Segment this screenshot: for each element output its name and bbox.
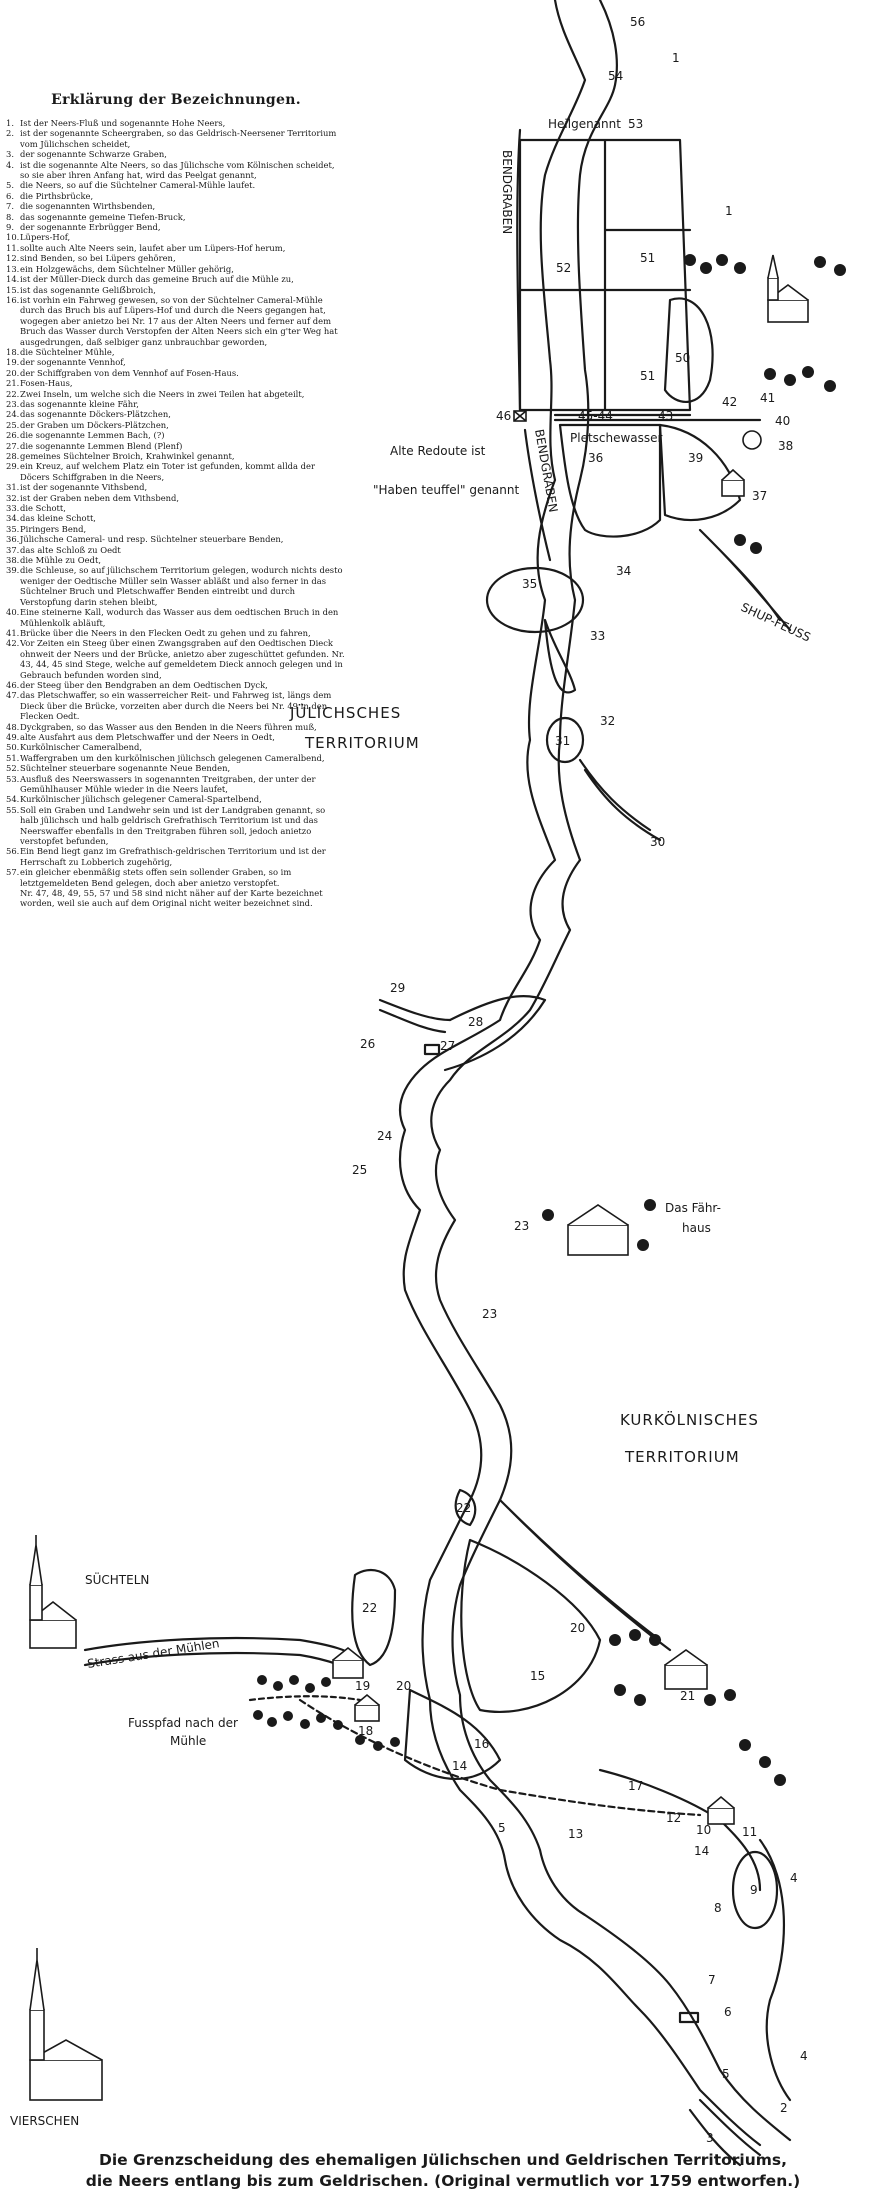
legend-item — [6, 222, 346, 232]
legend-item — [6, 378, 346, 388]
legend-item-text: ein gleicher ebenmäßig stets offen sein sollender Graben, so im letztgemeldeten Bend gelegen, doch aber anietzo verstopfet. — [20, 867, 292, 888]
legend-item-number: 34. — [6, 513, 20, 524]
legend-item-number: 53. — [6, 773, 20, 784]
legend-item — [6, 441, 346, 451]
legend-item — [6, 867, 346, 888]
legend-item — [6, 347, 346, 357]
legend-item-number: 54. — [6, 794, 20, 805]
legend-item-text: der Steeg über den Bendgraben an dem Oedtischen Dyck, — [20, 679, 268, 690]
num-36: 36 — [588, 451, 604, 465]
num-12: 12 — [666, 1811, 682, 1825]
territory-koeln-line2: TERRITORIUM — [625, 1448, 740, 1466]
legend-title: Erklärung der Bezeichnungen. — [51, 92, 301, 108]
num-20b: 20 — [396, 1679, 412, 1693]
legend-item-number: 5. — [6, 180, 14, 191]
legend-item — [6, 232, 346, 242]
num-1b: 1 — [725, 204, 733, 218]
legend-item-text: ist der sogenannte Scheergraben, so das Geldrisch-Neersener Territorium vom Jülichschen scheidet, — [20, 128, 337, 149]
legend-item-text: das alte Schloß zu Oedt — [20, 544, 121, 555]
redoute-label-1: Alte Redoute ist — [390, 444, 486, 458]
caption-line1: Die Grenzscheidung des ehemaligen Jülichschen und Geldrischen Territoriums, — [98, 2151, 788, 2169]
legend-item-text: Kurkölnischer jülichsch gelegener Cameral-Spartelbend, — [20, 794, 262, 805]
pletschewasser-label: Pletschewasser — [570, 431, 663, 445]
legend-item — [6, 389, 346, 399]
legend-item — [6, 565, 346, 607]
num-14b: 14 — [694, 1844, 710, 1858]
legend-item-text: der sogenannte Schwarze Graben, — [20, 149, 167, 160]
fusspfad — [250, 1696, 360, 1700]
legend-item — [6, 628, 346, 638]
num-27: 27 — [440, 1039, 456, 1053]
legend-item-number: 19. — [6, 357, 20, 368]
legend-item-number: 23. — [6, 398, 20, 409]
legend-item-number: 12. — [6, 253, 20, 264]
legend-item-number: 22. — [6, 388, 20, 399]
legend-item-number: 31. — [6, 482, 20, 493]
legend — [6, 92, 346, 909]
legend-item-number: 4. — [6, 159, 14, 170]
num-40: 40 — [775, 414, 791, 428]
legend-item — [6, 680, 346, 690]
legend-item — [6, 638, 346, 680]
legend-item-number: 18. — [6, 346, 20, 357]
legend-item-text: ein Kreuz, auf welchem Platz ein Toter ist gefunden, kommt allda der Döcers Schiffgraben in die Neers, — [20, 461, 315, 482]
num-22a: 22 — [456, 1501, 472, 1515]
legend-item-text: der sogenannte Erbrügger Bend, — [20, 222, 161, 233]
legend-item-text: Vor Zeiten ein Steeg über einen Zwangsgraben auf den Oedtischen Dieck ohnweit der Neers und der Brücke, anietzo aber zugeschüttet gefunden. Nr. 43, 44, 45 sind Stege, welche auf gemeldetem Dieck annoch gelegen und in Gebrauch befunden worden sind, — [20, 638, 345, 680]
num-31: 31 — [555, 734, 571, 748]
legend-item — [6, 243, 346, 253]
legend-item-text: Dyckgraben, so das Wasser aus den Benden in die Neers führen muß, — [20, 721, 317, 732]
legend-item-text: der Schiffgraben von dem Vennhof auf Fosen-Haus. — [20, 367, 239, 378]
legend-item-number: 29. — [6, 461, 20, 472]
num-17: 17 — [628, 1779, 644, 1793]
legend-item-number: 11. — [6, 242, 20, 253]
num-43: 43 — [658, 409, 674, 423]
fosen-haus-icon — [665, 1650, 707, 1689]
num-52: 52 — [556, 261, 572, 275]
legend-item-text: das kleine Schott, — [20, 513, 96, 524]
legend-item-text: ist die sogenannte Alte Neers, so das Jülichsche vom Kölnischen scheidet, so sie aber ihren Anfang hat, wird das Peelgat genannt, — [20, 159, 335, 181]
num-19: 19 — [355, 1679, 371, 1693]
legend-item-text: der Graben um Döckers-Plätzchen, — [20, 419, 169, 430]
num-23a: 23 — [514, 1219, 530, 1233]
num-22b: 22 — [362, 1601, 378, 1615]
num-28: 28 — [468, 1015, 484, 1029]
legend-item — [6, 493, 346, 503]
legend-item — [6, 212, 346, 222]
island-22 — [352, 1570, 395, 1665]
num-23b: 23 — [482, 1307, 498, 1321]
legend-item-text: die Schleuse, so auf jülichschem Territorium gelegen, wodurch nichts desto weniger der Oedtische Müller sein Wasser abläßt und also ferner in das Süchtelner Bruch und Pletschwaffer Benden eintreibt und durch Verstopfung darin stehen bleibt, — [20, 565, 343, 607]
legend-item-number: 8. — [6, 211, 14, 222]
legend-item-number: 13. — [6, 263, 20, 274]
legend-item — [6, 118, 346, 128]
legend-item — [6, 274, 346, 284]
legend-item-number: 20. — [6, 367, 20, 378]
num-50: 50 — [675, 351, 691, 365]
legend-item-number: 3. — [6, 149, 14, 160]
legend-item — [6, 264, 346, 274]
faehrhaus-label-2: haus — [682, 1221, 711, 1235]
legend-item — [6, 285, 346, 295]
num-3: 3 — [706, 2131, 714, 2145]
legend-item-number: 21. — [6, 378, 20, 389]
fields-upper — [520, 140, 690, 410]
num-42: 42 — [722, 395, 738, 409]
num-20a: 20 — [570, 1621, 586, 1635]
legend-item — [6, 503, 346, 513]
legend-item-text: die Mühle zu Oedt, — [20, 555, 101, 566]
legend-item-number: 10. — [6, 232, 20, 243]
territory-koeln-line1: KURKÖLNISCHES — [620, 1411, 759, 1429]
fusspfad-label-2: Mühle — [170, 1734, 207, 1748]
legend-item — [6, 201, 346, 211]
legend-item-number: 28. — [6, 451, 20, 461]
shup-feuss-label: SHUP-FEUSS — [738, 600, 813, 645]
num-15: 15 — [530, 1669, 546, 1683]
legend-item-number: 7. — [6, 201, 14, 212]
legend-item-number: 9. — [6, 222, 14, 233]
legend-item — [6, 180, 346, 190]
legend-item-text: Brücke über die Neers in den Flecken Oedt zu gehen und zu fahren, — [20, 627, 311, 638]
caption — [0, 2150, 886, 2192]
legend-item — [6, 846, 346, 867]
num-26: 26 — [360, 1037, 376, 1051]
legend-item — [6, 774, 346, 795]
legend-item — [6, 742, 346, 752]
legend-item-text: die Pirthsbrücke, — [20, 190, 94, 201]
legend-item — [6, 545, 346, 555]
legend-item-text: Kurkölnischer Cameralbend, — [20, 742, 143, 753]
legend-item — [6, 461, 346, 482]
legend-item-number: 52. — [6, 763, 20, 774]
legend-item-text: Fosen-Haus, — [20, 378, 73, 389]
vennhof-icon — [333, 1648, 363, 1678]
legend-item — [6, 534, 346, 544]
num-46: 46 — [496, 409, 512, 423]
legend-item-text: Piringers Bend, — [20, 523, 87, 534]
legend-item — [6, 690, 346, 721]
legend-item-number: 57. — [6, 867, 20, 878]
num-33: 33 — [590, 629, 606, 643]
area-28 — [445, 996, 545, 1070]
num-30: 30 — [650, 835, 666, 849]
legend-item-text: ist vorhin ein Fahrweg gewesen, so von der Süchtelner Cameral-Mühle durch das Bruch bis auf Lüpers-Hof und durch die Neers gegangen hat, wogegen aber anietzo bei Nr. 17 aus der Alten Neers und ferner auf dem Bruch das Wasser durch Verstopfen der Alten Neers sich ein g'ter Weg hat ausgedrungen, daß selbiger ganz unbrauchbar geworden, — [20, 294, 338, 347]
legend-item-text: Ausfluß des Neerswassers in sogenannten Treitgraben, der unter der Gemühlhauser Mühle wieder in die Neers laufet, — [20, 773, 316, 794]
num-56: 56 — [630, 15, 646, 29]
legend-item-text: ist der Graben neben dem Vithsbend, — [20, 492, 180, 503]
legend-item — [6, 451, 346, 461]
legend-item-text: Eine steinerne Kall, wodurch das Wasser aus dem oedtischen Bruch in den Mühlenkolk abläuft, — [20, 607, 339, 628]
legend-item-number: 37. — [6, 544, 20, 555]
legend-item-text: das Pletschwaffer, so ein wasserreicher Reit- und Fahrweg ist, längs dem Dieck über die Brücke, vorzeiten aber durch die Neers bei Nr. 49 in den Flecken Oedt. — [20, 690, 332, 722]
old-neers-4 — [760, 1840, 790, 2100]
legend-item — [6, 128, 346, 149]
church-suechteln-icon — [30, 1535, 76, 1648]
heilgenannt-label: Heilgenannt — [548, 117, 621, 131]
num-35: 35 — [522, 577, 538, 591]
legend-item-number: 16. — [6, 294, 20, 305]
legend-item — [6, 722, 346, 732]
num-38: 38 — [778, 439, 794, 453]
legend-item-number: 27. — [6, 440, 20, 451]
num-54: 54 — [608, 69, 624, 83]
num-4a: 4 — [790, 1871, 798, 1885]
num-29: 29 — [390, 981, 406, 995]
legend-item-number: 6. — [6, 190, 14, 201]
legend-item-number: 35. — [6, 523, 20, 534]
num-2: 2 — [780, 2101, 788, 2115]
legend-item-text: das sogenannte gemeine Tiefen-Bruck, — [20, 211, 186, 222]
legend-item-text: sind Benden, so bei Lüpers gehören, — [20, 253, 176, 264]
legend-item-number: 47. — [6, 690, 20, 701]
num-4544: 45-44 — [578, 409, 613, 423]
legend-item-text: ist das sogenannte Geliẞbroich, — [20, 284, 156, 295]
legend-item-number: 42. — [6, 638, 20, 649]
num-5a: 5 — [498, 1821, 506, 1835]
legend-item — [6, 430, 346, 440]
num-24: 24 — [377, 1129, 393, 1143]
num-32: 32 — [600, 714, 616, 728]
legend-item-number: 2. — [6, 128, 14, 139]
legend-item-text: Jülichsche Cameral- und resp. Süchtelner steuerbare Benden, — [20, 534, 284, 545]
legend-item-number: 51. — [6, 752, 20, 763]
num-14a: 14 — [452, 1759, 468, 1773]
legend-item-text: das sogenannte Döckers-Plätzchen, — [20, 409, 171, 420]
legend-item-text: die Süchtelner Mühle, — [20, 346, 115, 357]
legend-item-text: ein Holzgewächs, dem Süchtelner Müller gehörig, — [20, 263, 234, 274]
legend-item-text: alte Ausfahrt aus dem Pletschwaffer und der Neers in Oedt, — [20, 731, 275, 742]
legend-item-text: das sogenannte kleine Fähr, — [20, 398, 139, 409]
legend-item — [6, 513, 346, 523]
church-vierschen-icon — [30, 1948, 102, 2100]
faehrhaus-icon — [568, 1205, 628, 1255]
bendgraben-lower-label: BENDGRABEN — [532, 428, 561, 514]
legend-item-number: 56. — [6, 846, 20, 857]
num-1a: 1 — [672, 51, 680, 65]
legend-item-number: 50. — [6, 742, 20, 753]
legend-item — [6, 368, 346, 378]
legend-item-text: Zwei Inseln, um welche sich die Neers in zwei Teilen hat abgeteilt, — [20, 388, 305, 399]
field-39 — [660, 425, 740, 520]
legend-item — [6, 149, 346, 159]
num-53: 53 — [628, 117, 644, 131]
legend-item-text: die sogenannte Lemmen Blend (Plenf) — [20, 440, 183, 451]
strass-label: Strass aus der Mühlen — [86, 1636, 221, 1671]
church-oedt-icon — [768, 255, 808, 322]
legend-item — [6, 160, 346, 181]
legend-item-number: 39. — [6, 565, 20, 576]
fusspfad-label-1: Fusspfad nach der — [128, 1716, 238, 1730]
num-4b: 4 — [800, 2049, 808, 2063]
legend-item-text: sollte auch Alte Neers sein, laufet aber um Lüpers-Hof herum, — [20, 242, 286, 253]
muehle-oedt-icon — [743, 431, 761, 449]
num-41: 41 — [760, 391, 776, 405]
channel-29 — [380, 1000, 450, 1032]
legend-item — [6, 753, 346, 763]
legend-item-number: 38. — [6, 555, 20, 566]
num-11: 11 — [742, 1825, 758, 1839]
legend-item — [6, 794, 346, 804]
caption-line2: die Neers entlang bis zum Geldrischen. (Original vermutlich vor 1759 entworfen.) — [85, 2172, 801, 2190]
legend-item — [6, 482, 346, 492]
num-21: 21 — [680, 1689, 696, 1703]
legend-item — [6, 253, 346, 263]
legend-item-text: Süchtelner steuerbare sogenannte Neue Benden, — [20, 763, 231, 774]
legend-item — [6, 191, 346, 201]
legend-item-number: 49. — [6, 731, 20, 742]
legend-item-text: Waffergraben um den kurkölnischen jülichsch gelegenen Cameralbend, — [20, 752, 325, 763]
legend-note: Nr. 47, 48, 49, 55, 57 und 58 sind nicht näher auf der Karte bezeichnet worden, weil sie auch auf dem Original nicht weiter bezeichnet sind. — [20, 888, 323, 909]
legend-item-number: 26. — [6, 430, 20, 441]
legend-item-text: Ist der Neers-Fluß und sogenannte Hohe Neers, — [20, 118, 226, 128]
territory-juelich-line2: TERRITORIUM — [305, 734, 420, 752]
num-13: 13 — [568, 1827, 584, 1841]
legend-item — [6, 357, 346, 367]
redoute-icon — [514, 411, 526, 421]
legend-item — [6, 607, 346, 628]
num-51a: 51 — [640, 251, 656, 265]
legend-item-number: 1. — [6, 118, 14, 128]
num-7: 7 — [708, 1973, 716, 1987]
legend-item-text: ist der Müller-Dieck durch das gemeine Bruch auf die Mühle zu, — [20, 274, 294, 285]
num-25: 25 — [352, 1163, 368, 1177]
suechteln-label: SÜCHTELN — [85, 1573, 150, 1587]
legend-item-number: 55. — [6, 804, 20, 815]
num-37: 37 — [752, 489, 768, 503]
num-16: 16 — [474, 1737, 490, 1751]
legend-item — [6, 805, 346, 847]
num-18: 18 — [358, 1724, 374, 1738]
legend-item — [6, 732, 346, 742]
num-6: 6 — [724, 2005, 732, 2019]
legend-item-number: 36. — [6, 534, 20, 545]
num-51b: 51 — [640, 369, 656, 383]
legend-item-text: die sogenannten Wirthsbenden, — [20, 201, 156, 212]
bendgraben-upper-label: BENDGRABEN — [500, 150, 514, 235]
legend-item-text: ist der sogenannte Vithsbend, — [20, 482, 148, 493]
legend-item-number: 33. — [6, 503, 20, 514]
legend-item-number: 25. — [6, 419, 20, 430]
legend-item-text: die sogenannte Lemmen Bach, (?) — [20, 430, 165, 441]
legend-item — [6, 524, 346, 534]
luepers-hof-icon — [708, 1797, 734, 1824]
legend-item-text: Ein Bend liegt ganz im Grefrathisch-geldrischen Territorium und ist der Herrschaft zu Lobberich zugehörig, — [20, 846, 326, 867]
legend-item-number: 40. — [6, 607, 20, 618]
legend-item-number: 15. — [6, 284, 20, 295]
num-10: 10 — [696, 1823, 712, 1837]
legend-item — [6, 420, 346, 430]
legend-item — [6, 555, 346, 565]
faehrhaus-label-1: Das Fähr- — [665, 1201, 721, 1215]
schloss-oedt-icon — [722, 470, 744, 496]
num-9: 9 — [750, 1883, 758, 1897]
legend-item-text: die Schott, — [20, 503, 66, 514]
legend-item-text: die Neers, so auf die Süchtelner Cameral-Mühle laufet. — [20, 180, 256, 191]
channel-30 — [580, 760, 660, 840]
legend-item-number: 46. — [6, 679, 20, 690]
num-8: 8 — [714, 1901, 722, 1915]
legend-item-text: Lüpers-Hof, — [20, 232, 71, 243]
legend-item-text: gemeines Süchtelner Broich, Krahwinkel genannt, — [20, 451, 235, 461]
legend-item — [6, 295, 346, 347]
legend-list — [6, 118, 346, 888]
vierschen-label: VIERSCHEN — [10, 2114, 80, 2128]
legend-item-text: Soll ein Graben und Landwehr sein und ist der Landgraben genannt, so halb jülichsch und halb geldrisch Grefrathisch Territorium ist und das Neerswaffer ebenfalls in den Treitgraben führen soll, jedoch anietzo verstopfet befunden, — [20, 804, 326, 847]
legend-item — [6, 409, 346, 419]
legend-item — [6, 399, 346, 409]
legend-item-number: 32. — [6, 492, 20, 503]
num-34: 34 — [616, 564, 632, 578]
bridge-27 — [425, 1045, 439, 1054]
territory-juelich-line1: JÜLICHSCHES — [290, 704, 402, 722]
legend-item-number: 48. — [6, 721, 20, 732]
legend-item-text: der sogenannte Vennhof, — [20, 357, 126, 368]
legend-item-number: 41. — [6, 627, 20, 638]
legend-item — [6, 763, 346, 773]
num-5b: 5 — [722, 2067, 730, 2081]
num-39: 39 — [688, 451, 704, 465]
legend-item-number: 14. — [6, 274, 20, 285]
legend-item-number: 24. — [6, 409, 20, 420]
redoute-label-2: "Haben teuffel" genannt — [373, 483, 520, 497]
